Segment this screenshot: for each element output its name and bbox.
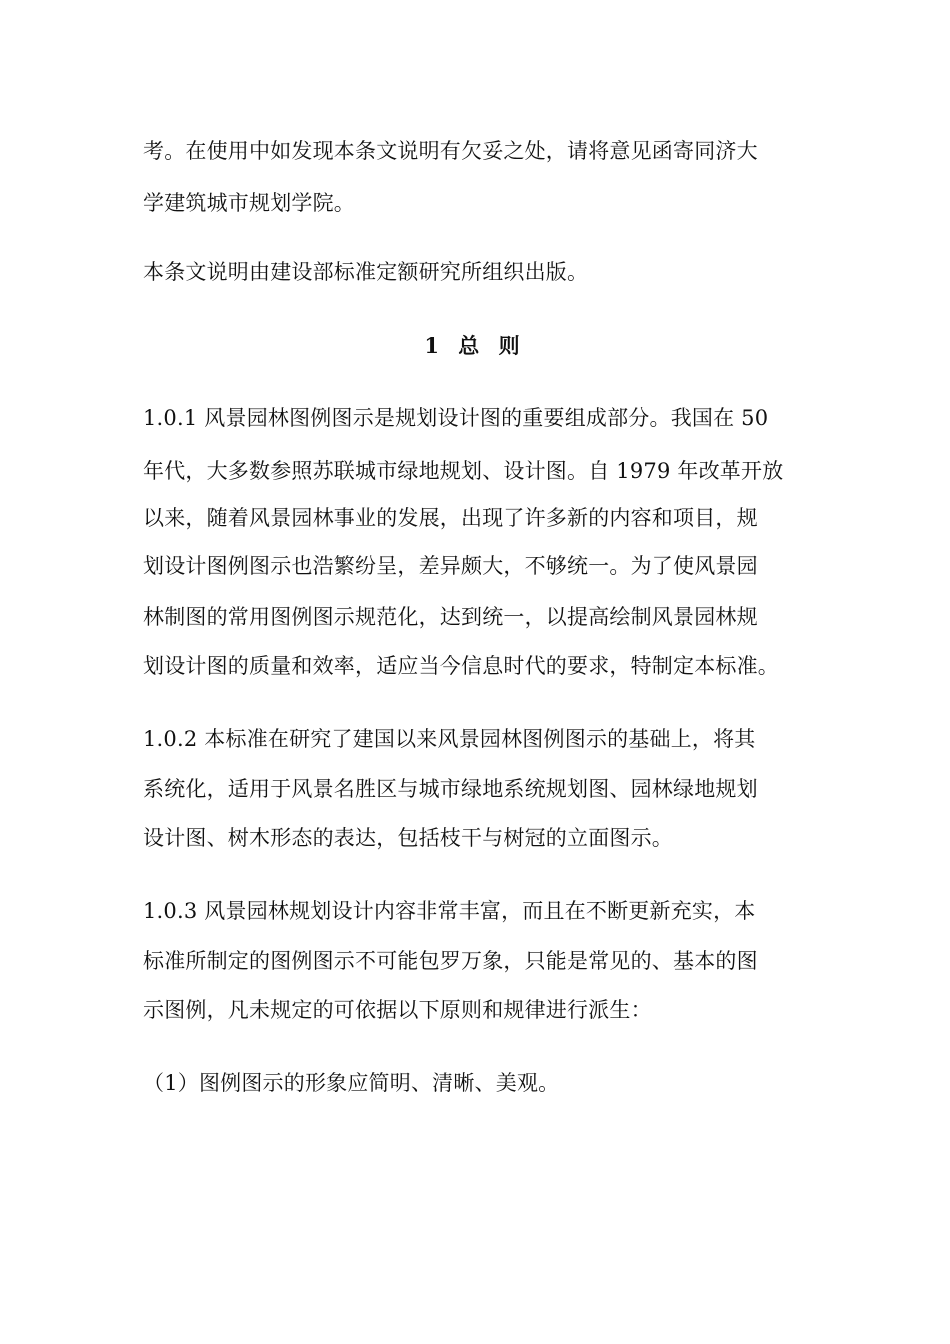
clause-1-0-3-line-2: 标准所制定的图例图示不可能包罗万象，只能是常见的、基本的图 [143,949,758,973]
clause-1-0-2-line-2: 系统化，适用于风景名胜区与城市绿地系统规划图、园林绿地规划 [143,777,758,801]
publish-note: 本条文说明由建设部标准定额研究所组织出版。 [143,260,589,284]
clause-1-0-3-line-3: 示图例，凡未规定的可依据以下原则和规律进行派生： [143,998,652,1022]
clause-1-0-1-line-1: 1.0.1 风景园林图例图示是规划设计图的重要组成部分。我国在 50 [143,406,769,430]
intro-line-2: 学建筑城市规划学院。 [143,191,355,215]
clause-1-0-1-line-4: 划设计图例图示也浩繁纷呈，差异颇大，不够统一。为了使风景园 [143,554,758,578]
principle-1: （1）图例图示的形象应简明、清晰、美观。 [143,1071,560,1095]
clause-1-0-1-line-3: 以来，随着风景园林事业的发展，出现了许多新的内容和项目，规 [143,506,758,530]
clause-1-0-1-line-6: 划设计图的质量和效率，适应当今信息时代的要求，特制定本标准。 [143,654,779,678]
clause-1-0-1-line-5: 林制图的常用图例图示规范化，达到统一，以提高绘制风景园林规 [143,605,758,629]
intro-line-1: 考。在使用中如发现本条文说明有欠妥之处，请将意见函寄同济大 [143,139,758,163]
clause-1-0-2-line-1: 1.0.2 本标准在研究了建国以来风景园林图例图示的基础上，将其 [143,727,756,751]
clause-1-0-2-line-3: 设计图、树木形态的表达，包括枝干与树冠的立面图示。 [143,826,673,850]
clause-1-0-1-line-2: 年代，大多数参照苏联城市绿地规划、设计图。自 1979 年改革开放 [143,459,784,483]
section-title: 1 总 则 [424,333,526,358]
clause-1-0-3-line-1: 1.0.3 风景园林规划设计内容非常丰富，而且在不断更新充实，本 [143,899,756,923]
